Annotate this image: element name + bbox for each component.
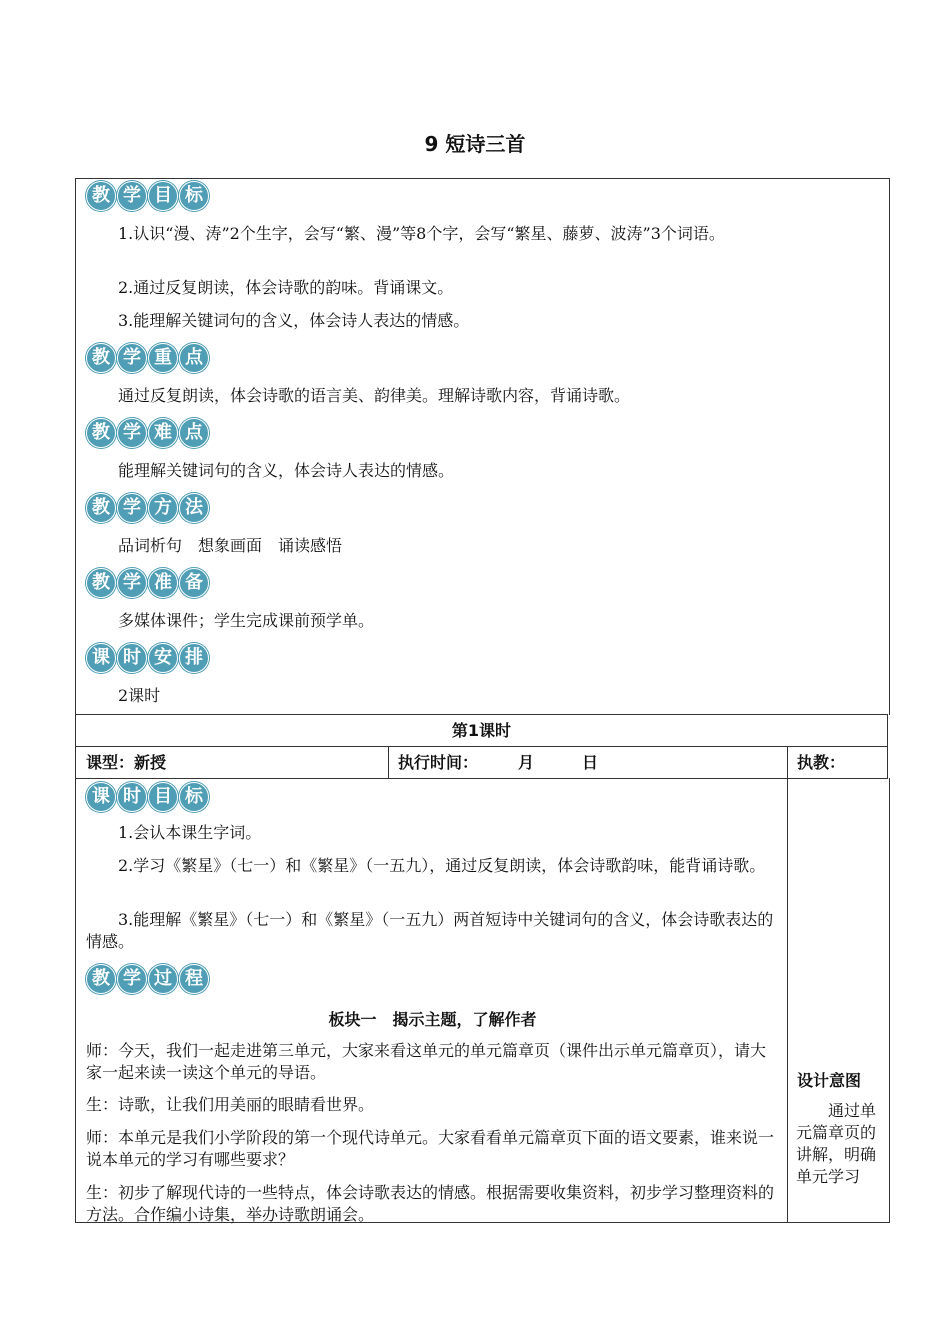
- preparation-text: 多媒体课件；学生完成课前预学单。: [118, 611, 375, 630]
- difficulties-heading: 教 学 难 点: [86, 418, 209, 448]
- lesson-title: 第1课时: [75, 714, 888, 747]
- schedule-heading: 课 时 安 排: [86, 643, 209, 673]
- methods-text: 品词析句 想象画面 诵读感悟: [118, 536, 343, 555]
- page-title: 9 短诗三首: [424, 132, 526, 156]
- goal-item: 2.通过反复朗读，体会诗歌的韵味。背诵课文。: [118, 278, 454, 297]
- lesson-goal-item: 1.会认本课生字词。: [118, 823, 262, 842]
- goal-item: 3.能理解关键词句的含义，体会诗人表达的情感。: [118, 311, 470, 330]
- key-points-text: 通过反复朗读，体会诗歌的语言美、韵律美。理解诗歌内容，背诵诗歌。: [118, 386, 631, 405]
- block-title: 板块一 揭示主题，了解作者: [328, 1010, 537, 1029]
- dialog-line: 师：今天，我们一起走进第三单元，大家来看这单元的单元篇章页（课件出示单元篇章页），请大家一起来读一读这个单元的导语。: [86, 1041, 767, 1082]
- dialog-line: 师：本单元是我们小学阶段的第一个现代诗单元。大家看看单元篇章页下面的语文要素，谁来说一说本单元的学习有哪些要求？: [86, 1128, 775, 1169]
- divider: [787, 747, 788, 778]
- preparation-heading: 教 学 准 备: [86, 568, 209, 598]
- lesson-goals-heading: 课 时 目 标: [86, 782, 209, 812]
- design-intent-title: 设计意图: [797, 1071, 862, 1090]
- goal-item: 1.认识“漫、涛”2个生字，会写“繁、漫”等8个字，会写“繁星、藤萝、波涛”3个词语。: [118, 224, 725, 243]
- overview-section: [75, 178, 890, 715]
- lesson-goal-item: 2.学习《繁星》（七一）和《繁星》（一五九），通过反复朗读，体会诗歌韵味，能背诵诗歌。: [118, 856, 766, 875]
- difficulties-text: 能理解关键词句的含义，体会诗人表达的情感。: [118, 461, 455, 480]
- lesson-content-section: [75, 778, 890, 1223]
- divider: [388, 747, 389, 778]
- lesson-type: 课型：新授: [86, 753, 167, 772]
- lesson-time: 执行时间： 月 日: [398, 753, 599, 772]
- methods-heading: 教 学 方 法: [86, 493, 209, 523]
- process-heading: 教 学 过 程: [86, 964, 209, 994]
- dialog-line: 生：初步了解现代诗的一些特点，体会诗歌表达的情感。根据需要收集资料，初步学习整理资料的方法。合作编小诗集，举办诗歌朗诵会。: [86, 1183, 775, 1224]
- design-intent-text: 通过单元篇章页的讲解，明确单元学习: [796, 1101, 877, 1186]
- dialog-line: 生：诗歌，让我们用美丽的眼睛看世界。: [86, 1095, 375, 1114]
- goals-heading: 教 学 目 标: [86, 181, 209, 211]
- key-points-heading: 教 学 重 点: [86, 343, 209, 373]
- design-intent-column: [787, 778, 887, 1223]
- lesson-goal-item: 3.能理解《繁星》（七一）和《繁星》（一五九）两首短诗中关键词句的含义，体会诗歌表达的情感。: [86, 910, 774, 951]
- schedule-text: 2课时: [118, 686, 161, 705]
- lesson-teacher: 执教：: [797, 753, 846, 772]
- lesson-info-row: [75, 746, 888, 779]
